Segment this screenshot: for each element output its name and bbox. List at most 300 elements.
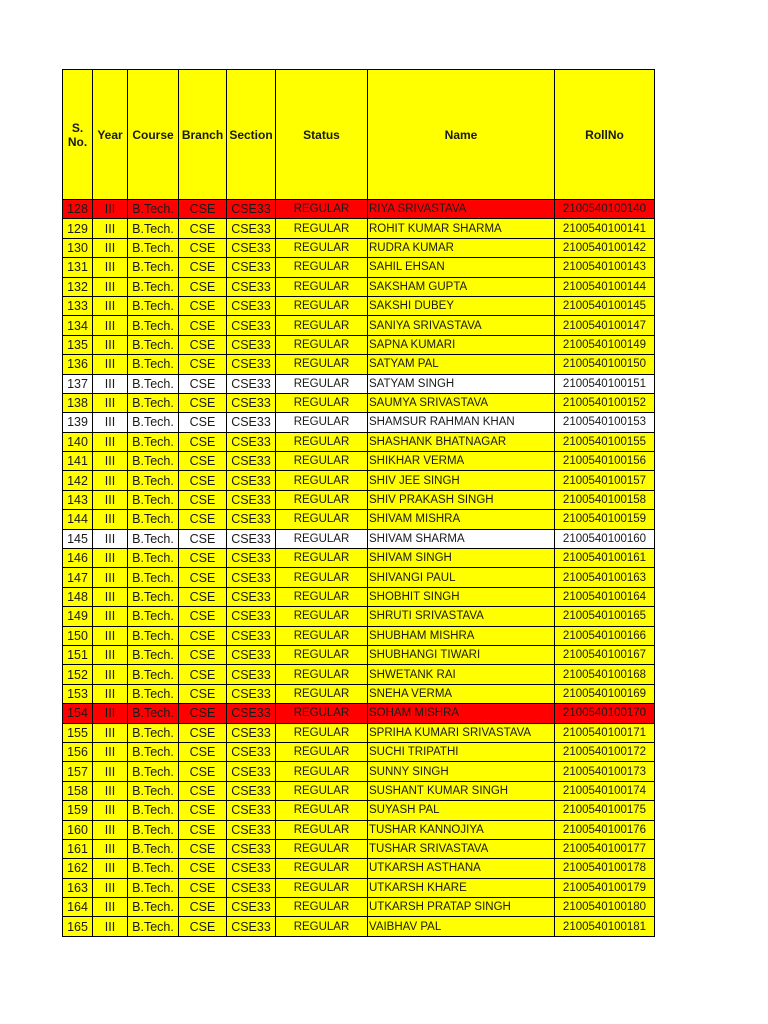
cell-status: REGULAR (276, 258, 368, 277)
cell-branch: CSE (179, 296, 227, 315)
cell-course: B.Tech. (128, 742, 179, 761)
cell-section: CSE33 (227, 296, 276, 315)
cell-course: B.Tech. (128, 316, 179, 335)
cell-rollno: 2100540100164 (555, 587, 655, 606)
cell-rollno: 2100540100145 (555, 296, 655, 315)
cell-sno: 150 (63, 626, 93, 645)
cell-year: III (93, 374, 128, 393)
cell-sno: 164 (63, 898, 93, 917)
cell-section: CSE33 (227, 704, 276, 723)
cell-section: CSE33 (227, 374, 276, 393)
cell-year: III (93, 626, 128, 645)
cell-branch: CSE (179, 549, 227, 568)
cell-name: SPRIHA KUMARI SRIVASTAVA (368, 723, 555, 742)
column-header-section: Section (227, 70, 276, 200)
cell-sno: 133 (63, 296, 93, 315)
cell-year: III (93, 316, 128, 335)
cell-name: SUSHANT KUMAR SINGH (368, 781, 555, 800)
cell-branch: CSE (179, 859, 227, 878)
cell-sno: 163 (63, 878, 93, 897)
cell-status: REGULAR (276, 898, 368, 917)
column-header-course: Course (128, 70, 179, 200)
table-row (63, 917, 655, 936)
cell-branch: CSE (179, 529, 227, 548)
cell-sno: 128 (63, 200, 93, 219)
cell-rollno: 2100540100177 (555, 839, 655, 858)
cell-rollno: 2100540100167 (555, 645, 655, 664)
cell-sno: 154 (63, 704, 93, 723)
cell-status: REGULAR (276, 200, 368, 219)
cell-branch: CSE (179, 898, 227, 917)
cell-course: B.Tech. (128, 859, 179, 878)
cell-name: SHIVANGI PAUL (368, 568, 555, 587)
table-row (63, 801, 655, 820)
cell-section: CSE33 (227, 452, 276, 471)
table-row (63, 607, 655, 626)
cell-course: B.Tech. (128, 684, 179, 703)
cell-status: REGULAR (276, 801, 368, 820)
cell-year: III (93, 917, 128, 936)
cell-course: B.Tech. (128, 898, 179, 917)
cell-rollno: 2100540100149 (555, 335, 655, 354)
table-row (63, 820, 655, 839)
cell-sno: 143 (63, 490, 93, 509)
cell-year: III (93, 510, 128, 529)
cell-status: REGULAR (276, 568, 368, 587)
cell-section: CSE33 (227, 277, 276, 296)
cell-rollno: 2100540100176 (555, 820, 655, 839)
cell-section: CSE33 (227, 626, 276, 645)
cell-year: III (93, 762, 128, 781)
cell-sno: 144 (63, 510, 93, 529)
cell-rollno: 2100540100170 (555, 704, 655, 723)
cell-section: CSE33 (227, 238, 276, 257)
column-header-name: Name (368, 70, 555, 200)
cell-section: CSE33 (227, 839, 276, 858)
cell-status: REGULAR (276, 781, 368, 800)
cell-section: CSE33 (227, 549, 276, 568)
cell-sno: 129 (63, 219, 93, 238)
cell-branch: CSE (179, 839, 227, 858)
table-row (63, 878, 655, 897)
table-row (63, 839, 655, 858)
table-row (63, 568, 655, 587)
cell-name: UTKARSH PRATAP SINGH (368, 898, 555, 917)
cell-rollno: 2100540100150 (555, 355, 655, 374)
table-row (63, 742, 655, 761)
cell-rollno: 2100540100156 (555, 452, 655, 471)
table-row (63, 723, 655, 742)
cell-year: III (93, 607, 128, 626)
cell-section: CSE33 (227, 393, 276, 412)
cell-branch: CSE (179, 432, 227, 451)
cell-rollno: 2100540100144 (555, 277, 655, 296)
cell-rollno: 2100540100140 (555, 200, 655, 219)
cell-section: CSE33 (227, 665, 276, 684)
cell-year: III (93, 645, 128, 664)
cell-course: B.Tech. (128, 432, 179, 451)
cell-name: SHASHANK BHATNAGAR (368, 432, 555, 451)
cell-year: III (93, 258, 128, 277)
cell-sno: 155 (63, 723, 93, 742)
cell-name: SUCHI TRIPATHI (368, 742, 555, 761)
cell-branch: CSE (179, 742, 227, 761)
cell-branch: CSE (179, 607, 227, 626)
cell-year: III (93, 452, 128, 471)
cell-year: III (93, 839, 128, 858)
cell-course: B.Tech. (128, 510, 179, 529)
table-row (63, 859, 655, 878)
cell-rollno: 2100540100142 (555, 238, 655, 257)
cell-sno: 130 (63, 238, 93, 257)
cell-name: UTKARSH KHARE (368, 878, 555, 897)
cell-course: B.Tech. (128, 704, 179, 723)
cell-status: REGULAR (276, 393, 368, 412)
cell-rollno: 2100540100163 (555, 568, 655, 587)
cell-sno: 160 (63, 820, 93, 839)
cell-sno: 156 (63, 742, 93, 761)
cell-year: III (93, 878, 128, 897)
cell-branch: CSE (179, 645, 227, 664)
table-row (63, 587, 655, 606)
cell-course: B.Tech. (128, 762, 179, 781)
cell-section: CSE33 (227, 355, 276, 374)
cell-status: REGULAR (276, 316, 368, 335)
cell-name: SHOBHIT SINGH (368, 587, 555, 606)
cell-status: REGULAR (276, 277, 368, 296)
cell-course: B.Tech. (128, 607, 179, 626)
cell-sno: 161 (63, 839, 93, 858)
table-row (63, 781, 655, 800)
cell-name: RIYA SRIVASTAVA (368, 200, 555, 219)
cell-sno: 165 (63, 917, 93, 936)
cell-course: B.Tech. (128, 665, 179, 684)
table-row (63, 704, 655, 723)
cell-status: REGULAR (276, 839, 368, 858)
cell-section: CSE33 (227, 898, 276, 917)
cell-branch: CSE (179, 820, 227, 839)
cell-course: B.Tech. (128, 801, 179, 820)
cell-section: CSE33 (227, 568, 276, 587)
cell-sno: 149 (63, 607, 93, 626)
cell-course: B.Tech. (128, 587, 179, 606)
cell-section: CSE33 (227, 742, 276, 761)
cell-year: III (93, 529, 128, 548)
cell-name: SUYASH PAL (368, 801, 555, 820)
cell-branch: CSE (179, 200, 227, 219)
cell-year: III (93, 568, 128, 587)
cell-year: III (93, 296, 128, 315)
cell-year: III (93, 432, 128, 451)
column-header-branch: Branch (179, 70, 227, 200)
cell-sno: 145 (63, 529, 93, 548)
cell-rollno: 2100540100169 (555, 684, 655, 703)
cell-section: CSE33 (227, 219, 276, 238)
cell-rollno: 2100540100157 (555, 471, 655, 490)
cell-name: SNEHA VERMA (368, 684, 555, 703)
table-row (63, 452, 655, 471)
table-row (63, 471, 655, 490)
cell-course: B.Tech. (128, 413, 179, 432)
cell-sno: 134 (63, 316, 93, 335)
cell-year: III (93, 549, 128, 568)
cell-section: CSE33 (227, 258, 276, 277)
cell-name: SATYAM PAL (368, 355, 555, 374)
cell-branch: CSE (179, 684, 227, 703)
cell-section: CSE33 (227, 801, 276, 820)
table-row (63, 277, 655, 296)
cell-rollno: 2100540100141 (555, 219, 655, 238)
cell-name: SAUMYA SRIVASTAVA (368, 393, 555, 412)
cell-rollno: 2100540100155 (555, 432, 655, 451)
cell-sno: 147 (63, 568, 93, 587)
cell-branch: CSE (179, 219, 227, 238)
cell-branch: CSE (179, 490, 227, 509)
table-row (63, 762, 655, 781)
table-body (63, 200, 655, 937)
column-header-year: Year (93, 70, 128, 200)
cell-name: SHWETANK RAI (368, 665, 555, 684)
table-row (63, 645, 655, 664)
table-row (63, 238, 655, 257)
cell-course: B.Tech. (128, 645, 179, 664)
cell-section: CSE33 (227, 607, 276, 626)
cell-name: UTKARSH ASTHANA (368, 859, 555, 878)
cell-status: REGULAR (276, 238, 368, 257)
table-row (63, 316, 655, 335)
cell-status: REGULAR (276, 452, 368, 471)
cell-status: REGULAR (276, 549, 368, 568)
cell-status: REGULAR (276, 490, 368, 509)
cell-year: III (93, 277, 128, 296)
cell-course: B.Tech. (128, 200, 179, 219)
cell-status: REGULAR (276, 917, 368, 936)
cell-rollno: 2100540100174 (555, 781, 655, 800)
cell-section: CSE33 (227, 200, 276, 219)
cell-course: B.Tech. (128, 626, 179, 645)
column-header-sno: S. No. (63, 70, 93, 200)
cell-rollno: 2100540100172 (555, 742, 655, 761)
cell-branch: CSE (179, 665, 227, 684)
table-row (63, 296, 655, 315)
cell-section: CSE33 (227, 878, 276, 897)
cell-course: B.Tech. (128, 568, 179, 587)
cell-rollno: 2100540100160 (555, 529, 655, 548)
cell-year: III (93, 490, 128, 509)
cell-course: B.Tech. (128, 723, 179, 742)
cell-course: B.Tech. (128, 529, 179, 548)
cell-sno: 153 (63, 684, 93, 703)
cell-rollno: 2100540100181 (555, 917, 655, 936)
cell-branch: CSE (179, 258, 227, 277)
cell-rollno: 2100540100161 (555, 549, 655, 568)
cell-status: REGULAR (276, 820, 368, 839)
cell-status: REGULAR (276, 645, 368, 664)
cell-sno: 141 (63, 452, 93, 471)
cell-rollno: 2100540100180 (555, 898, 655, 917)
cell-name: TUSHAR KANNOJIYA (368, 820, 555, 839)
cell-year: III (93, 355, 128, 374)
cell-sno: 142 (63, 471, 93, 490)
cell-rollno: 2100540100179 (555, 878, 655, 897)
cell-name: SAKSHI DUBEY (368, 296, 555, 315)
cell-year: III (93, 820, 128, 839)
cell-branch: CSE (179, 568, 227, 587)
cell-rollno: 2100540100151 (555, 374, 655, 393)
table-row (63, 490, 655, 509)
table-row (63, 549, 655, 568)
cell-sno: 159 (63, 801, 93, 820)
cell-name: SHAMSUR RAHMAN KHAN (368, 413, 555, 432)
cell-course: B.Tech. (128, 452, 179, 471)
cell-rollno: 2100540100168 (555, 665, 655, 684)
cell-status: REGULAR (276, 335, 368, 354)
cell-course: B.Tech. (128, 277, 179, 296)
cell-course: B.Tech. (128, 393, 179, 412)
cell-status: REGULAR (276, 374, 368, 393)
table-row (63, 413, 655, 432)
cell-year: III (93, 684, 128, 703)
cell-status: REGULAR (276, 432, 368, 451)
cell-course: B.Tech. (128, 549, 179, 568)
cell-status: REGULAR (276, 529, 368, 548)
cell-course: B.Tech. (128, 917, 179, 936)
cell-rollno: 2100540100178 (555, 859, 655, 878)
cell-rollno: 2100540100166 (555, 626, 655, 645)
cell-branch: CSE (179, 781, 227, 800)
cell-section: CSE33 (227, 529, 276, 548)
cell-status: REGULAR (276, 878, 368, 897)
cell-year: III (93, 665, 128, 684)
cell-rollno: 2100540100158 (555, 490, 655, 509)
cell-name: ROHIT KUMAR SHARMA (368, 219, 555, 238)
cell-branch: CSE (179, 335, 227, 354)
table-row (63, 374, 655, 393)
table-row (63, 684, 655, 703)
student-list-table (62, 69, 655, 937)
cell-course: B.Tech. (128, 374, 179, 393)
table-header-row (63, 70, 655, 200)
table-row (63, 665, 655, 684)
cell-section: CSE33 (227, 645, 276, 664)
cell-status: REGULAR (276, 219, 368, 238)
cell-section: CSE33 (227, 432, 276, 451)
table-row (63, 510, 655, 529)
cell-rollno: 2100540100165 (555, 607, 655, 626)
cell-year: III (93, 471, 128, 490)
cell-course: B.Tech. (128, 839, 179, 858)
table-row (63, 335, 655, 354)
cell-branch: CSE (179, 704, 227, 723)
cell-section: CSE33 (227, 413, 276, 432)
cell-year: III (93, 587, 128, 606)
cell-status: REGULAR (276, 471, 368, 490)
cell-sno: 132 (63, 277, 93, 296)
cell-rollno: 2100540100173 (555, 762, 655, 781)
cell-status: REGULAR (276, 859, 368, 878)
cell-name: SOHAM MISHRA (368, 704, 555, 723)
cell-section: CSE33 (227, 917, 276, 936)
cell-course: B.Tech. (128, 820, 179, 839)
cell-section: CSE33 (227, 471, 276, 490)
cell-name: VAIBHAV PAL (368, 917, 555, 936)
cell-status: REGULAR (276, 607, 368, 626)
cell-rollno: 2100540100143 (555, 258, 655, 277)
cell-year: III (93, 238, 128, 257)
cell-year: III (93, 704, 128, 723)
cell-status: REGULAR (276, 684, 368, 703)
cell-rollno: 2100540100152 (555, 393, 655, 412)
table-row (63, 626, 655, 645)
cell-name: SANIYA SRIVASTAVA (368, 316, 555, 335)
cell-year: III (93, 413, 128, 432)
cell-sno: 135 (63, 335, 93, 354)
cell-branch: CSE (179, 374, 227, 393)
cell-branch: CSE (179, 452, 227, 471)
column-header-rollno: RollNo (555, 70, 655, 200)
cell-section: CSE33 (227, 762, 276, 781)
cell-year: III (93, 393, 128, 412)
cell-section: CSE33 (227, 781, 276, 800)
cell-rollno: 2100540100153 (555, 413, 655, 432)
table-row (63, 898, 655, 917)
cell-branch: CSE (179, 587, 227, 606)
cell-name: SHIVAM SINGH (368, 549, 555, 568)
cell-course: B.Tech. (128, 781, 179, 800)
cell-course: B.Tech. (128, 219, 179, 238)
cell-sno: 157 (63, 762, 93, 781)
cell-branch: CSE (179, 801, 227, 820)
cell-branch: CSE (179, 316, 227, 335)
cell-branch: CSE (179, 723, 227, 742)
cell-course: B.Tech. (128, 471, 179, 490)
cell-name: SHUBHANGI TIWARI (368, 645, 555, 664)
cell-branch: CSE (179, 626, 227, 645)
cell-status: REGULAR (276, 413, 368, 432)
cell-sno: 140 (63, 432, 93, 451)
cell-branch: CSE (179, 878, 227, 897)
cell-year: III (93, 219, 128, 238)
cell-course: B.Tech. (128, 878, 179, 897)
cell-status: REGULAR (276, 510, 368, 529)
cell-year: III (93, 781, 128, 800)
cell-sno: 148 (63, 587, 93, 606)
cell-sno: 136 (63, 355, 93, 374)
cell-sno: 131 (63, 258, 93, 277)
cell-name: SAHIL EHSAN (368, 258, 555, 277)
cell-branch: CSE (179, 413, 227, 432)
cell-sno: 137 (63, 374, 93, 393)
cell-sno: 158 (63, 781, 93, 800)
cell-section: CSE33 (227, 490, 276, 509)
cell-sno: 139 (63, 413, 93, 432)
cell-year: III (93, 859, 128, 878)
column-header-status: Status (276, 70, 368, 200)
cell-status: REGULAR (276, 626, 368, 645)
cell-section: CSE33 (227, 859, 276, 878)
cell-status: REGULAR (276, 704, 368, 723)
table-row (63, 529, 655, 548)
cell-name: SAKSHAM GUPTA (368, 277, 555, 296)
cell-branch: CSE (179, 393, 227, 412)
cell-section: CSE33 (227, 316, 276, 335)
cell-section: CSE33 (227, 510, 276, 529)
cell-status: REGULAR (276, 355, 368, 374)
table-row (63, 200, 655, 219)
cell-rollno: 2100540100159 (555, 510, 655, 529)
table-row (63, 258, 655, 277)
cell-name: RUDRA KUMAR (368, 238, 555, 257)
